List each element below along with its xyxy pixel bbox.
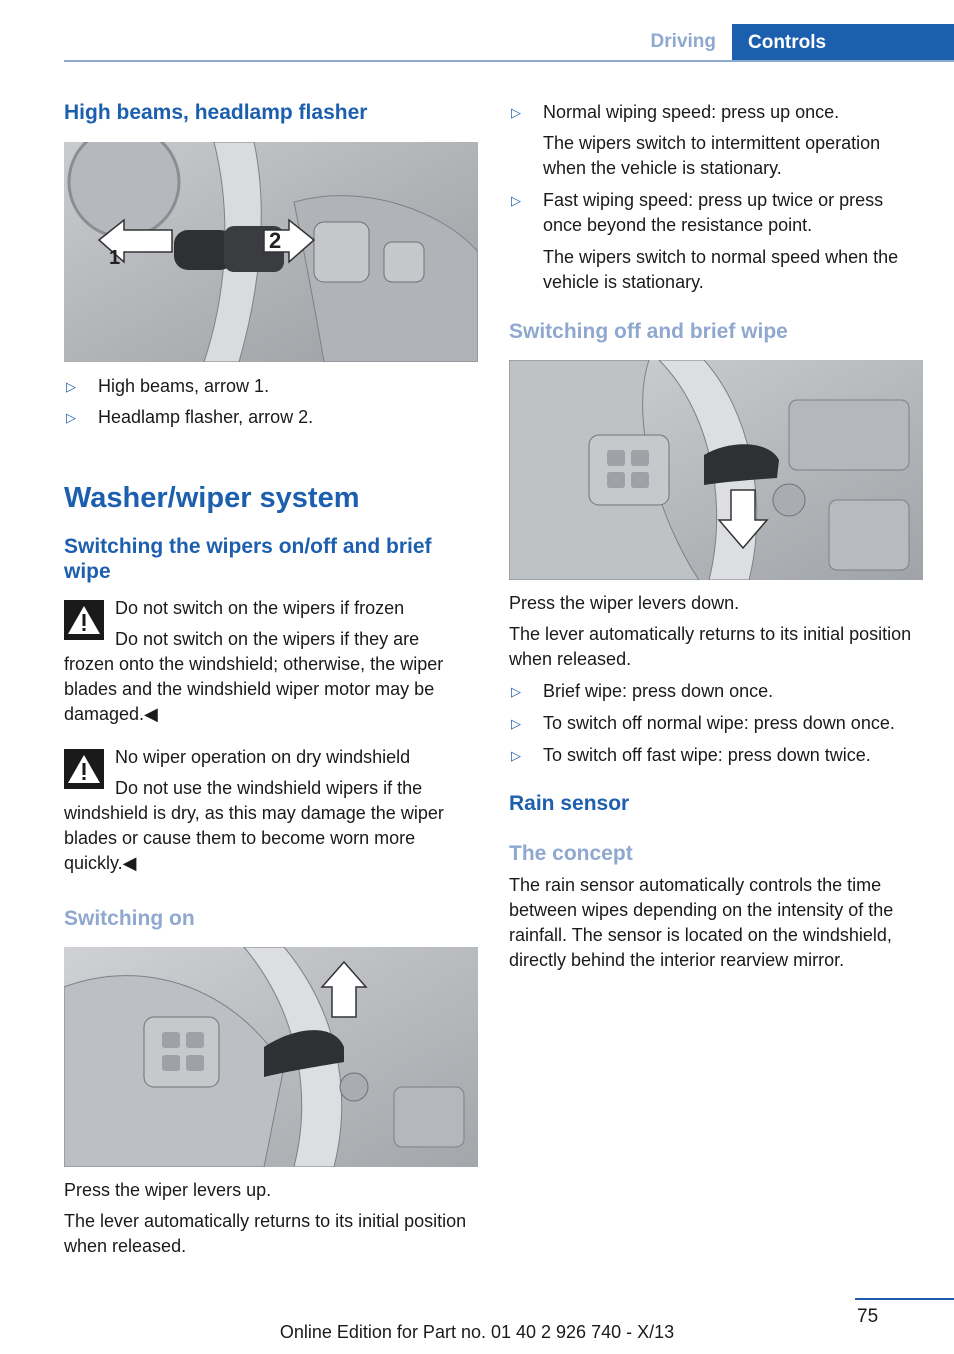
high-beams-figure <box>64 142 478 362</box>
triangle-bullet-icon: ▷ <box>511 716 521 731</box>
warning-dry <box>64 745 478 876</box>
high-beams-list <box>64 374 478 430</box>
press-down-text: Press the wiper levers down. <box>509 593 740 613</box>
arrow-1-label: 1 <box>109 247 121 269</box>
switch-off-list <box>509 679 923 768</box>
triangle-bullet-icon: ▷ <box>511 684 521 699</box>
list-item: ▷ Headlamp flasher, arrow 2. <box>64 405 478 430</box>
footer-rule <box>855 1298 954 1300</box>
high-beams-heading: High beams, headlamp flasher <box>64 101 368 124</box>
warning-body: Do not switch on the wipers if they are <box>115 629 420 649</box>
list-item: ▷ Fast wiping speed: press up twice or press once beyond the resistance point. <box>511 190 884 235</box>
page-number: 75 <box>857 1306 879 1327</box>
header-rule <box>64 60 954 62</box>
arrow-2-label: 2 <box>269 228 282 253</box>
tab-controls[interactable]: Controls <box>732 24 954 61</box>
warning-body-rest: frozen onto the windshield; otherwise, the wiper blades and the windshield wiper motor may be damaged.◀ <box>64 654 444 724</box>
triangle-bullet-icon: ▷ <box>511 748 521 763</box>
triangle-bullet-icon: ▷ <box>511 193 521 208</box>
edition-text: Online Edition for Part no. 01 40 2 926 740 - X/13 <box>279 1322 675 1342</box>
wipers-heading: Switching the wipers on/off and brief wipe <box>64 535 432 583</box>
triangle-bullet-icon: ▷ <box>511 105 521 120</box>
returns-text-left: The lever automatically returns to its initial position when released. <box>64 1211 467 1256</box>
rain-sensor-heading: Rain sensor <box>509 792 630 815</box>
triangle-bullet-icon: ▷ <box>66 410 76 425</box>
list-item: ▷ Normal wiping speed: press up once. <box>509 100 923 125</box>
wiper-down-illustration <box>509 360 923 580</box>
list-item: ▷ To switch off fast wipe: press down twice. <box>509 743 923 768</box>
right-column <box>509 100 923 973</box>
concept-heading: The concept <box>509 842 633 865</box>
warning-triangle-icon <box>64 749 104 789</box>
switching-off-heading: Switching off and brief wipe <box>509 320 788 343</box>
concept-text: The rain sensor automatically controls the time between wipes depending on the intensity of the rainfall. The sensor is located on the windshield, directly behind the interior rearview mirror. <box>509 875 894 970</box>
switching-off-figure <box>509 360 923 580</box>
fast-speed-note: The wipers switch to normal speed when the vehicle is stationary. <box>543 247 899 292</box>
list-item: ▷ High beams, arrow 1. <box>64 374 478 399</box>
switching-on-heading: Switching on <box>64 907 195 930</box>
switching-on-figure <box>64 947 478 1167</box>
warning-frozen <box>64 596 478 727</box>
wiper-up-illustration <box>64 947 478 1167</box>
warning-title: Do not switch on the wipers if frozen <box>115 598 405 618</box>
warning-triangle-icon <box>64 600 104 640</box>
high-beams-illustration <box>64 142 478 362</box>
warning-title: No wiper operation on dry windshield <box>115 747 411 767</box>
returns-text-right: The lever automatically returns to its initial position when released. <box>509 624 912 669</box>
list-item: ▷ To switch off normal wipe: press down once. <box>509 711 923 736</box>
chapter-title: Washer/wiper system <box>64 482 360 514</box>
warning-body: Do not use the windshield wipers if the <box>115 778 423 798</box>
left-column <box>64 100 478 1259</box>
triangle-bullet-icon: ▷ <box>66 379 76 394</box>
tab-driving[interactable]: Driving <box>650 31 716 52</box>
press-up-text: Press the wiper levers up. <box>64 1180 272 1200</box>
list-item: ▷ Brief wipe: press down once. <box>509 679 923 704</box>
normal-speed-note: The wipers switch to intermittent operation when the vehicle is stationary. <box>543 133 881 178</box>
warning-body-rest: windshield is dry, as this may damage the wiper blades or cause them to become worn more quickly.◀ <box>64 803 444 873</box>
